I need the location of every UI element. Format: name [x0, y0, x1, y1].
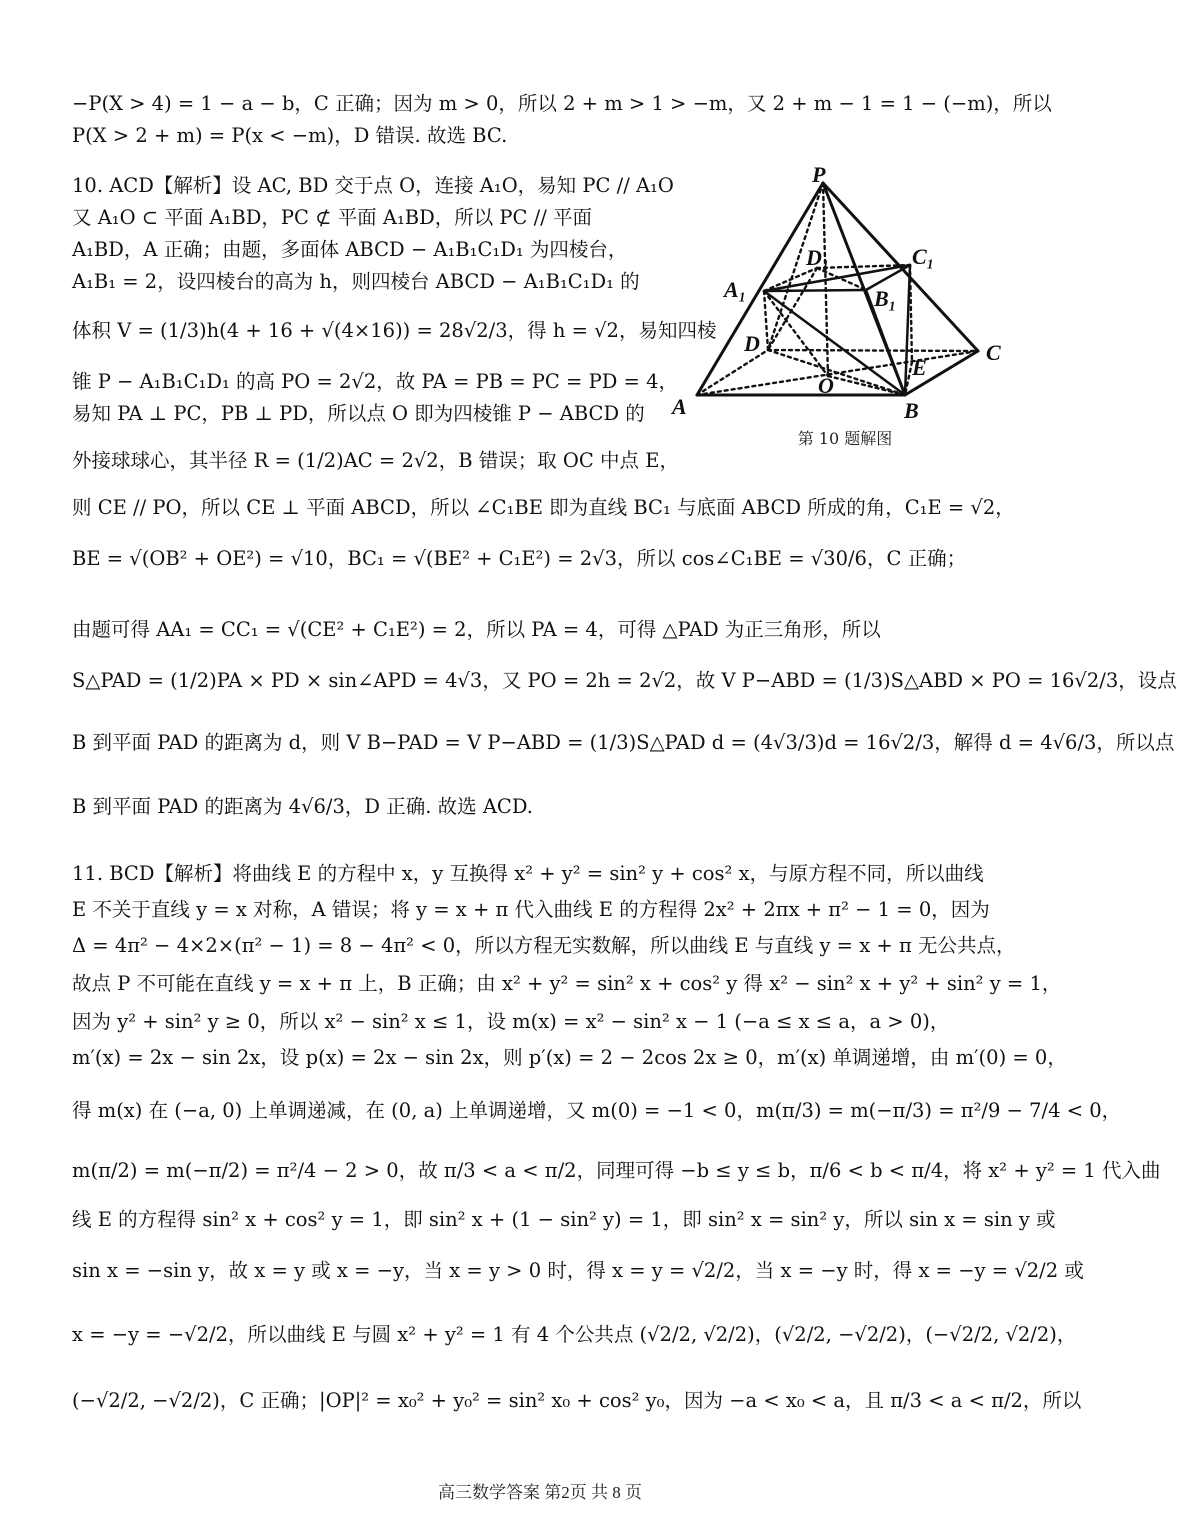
label-O: O: [818, 373, 834, 398]
text-line-16: B 到平面 PAD 的距离为 4√6/3，D 正确. 故选 ACD.: [72, 795, 533, 818]
text-line-11: 则 CE // PO，所以 CE ⊥ 平面 ABCD，所以 ∠C₁BE 即为直线 BC₁ 与底面 ABCD 所成的角，C₁E = √2，: [72, 496, 1015, 519]
text-line-22: m′(x) = 2x − sin 2x，设 p(x) = 2x − sin 2x，则 p′(x) = 2 − 2cos 2x ≥ 0，m′(x) 单调递增，由 m′(0) = 0，: [72, 1046, 1067, 1069]
label-B: B: [904, 398, 919, 423]
text-line-7: 体积 V = (1/3)h(4 + 16 + √(4×16)) = 28√2/3，得 h = √2，易知四棱: [72, 319, 717, 342]
label-D: D: [744, 331, 760, 356]
text-line-27: x = −y = −√2/2，所以曲线 E 与圆 x² + y² = 1 有 4 个公共点 (√2/2, √2/2)，(√2/2, −√2/2)，(−√2/2, √2/2)，: [72, 1323, 1077, 1346]
text-line-2: P(X > 2 + m) = P(x < −m)，D 错误. 故选 BC.: [72, 124, 508, 147]
text-line-10: 外接球球心，其半径 R = (1/2)AC = 2√2，B 错误；取 OC 中点 E，: [72, 449, 679, 472]
text-line-9: 易知 PA ⊥ PC，PB ⊥ PD，所以点 O 即为四棱锥 P − ABCD 的: [72, 402, 645, 425]
text-line-8: 锥 P − A₁B₁C₁D₁ 的高 PO = 2√2，故 PA = PB = PC = PD = 4，: [72, 370, 678, 393]
label-A1: A₁: [724, 277, 747, 302]
text-line-17: 11. BCD【解析】将曲线 E 的方程中 x，y 互换得 x² + y² = sin² y + cos² x，与原方程不同，所以曲线: [72, 862, 984, 885]
label-P: P: [812, 162, 826, 187]
text-line-24: m(π/2) = m(−π/2) = π²/4 − 2 > 0，故 π/3 < a < π/2，同理可得 −b ≤ y ≤ b，π/6 < b < π/4，将 x² + y² = 1 代入曲: [72, 1159, 1161, 1182]
text-line-26: sin x = −sin y，故 x = y 或 x = −y，当 x = y > 0 时，得 x = y = √2/2，当 x = −y 时，得 x = −y = √2/2 或: [72, 1259, 1084, 1282]
text-line-14: S△PAD = (1/2)PA × PD × sin∠APD = 4√3，又 PO = 2h = 2√2，故 V P−ABD = (1/3)S△ABD × PO = 16√2/3，设点: [72, 669, 1177, 692]
page-footer: 高三数学答案 第2页 共 8 页: [438, 1483, 642, 1502]
text-line-15: B 到平面 PAD 的距离为 d，则 V B−PAD = V P−ABD = (1/3)S△PAD d = (4√3/3)d = 16√2/3，解得 d = 4√6/3，所以点: [72, 731, 1175, 754]
text-line-18: E 不关于直线 y = x 对称，A 错误；将 y = x + π 代入曲线 E 的方程得 2x² + 2πx + π² − 1 = 0，因为: [72, 898, 990, 921]
label-E: E: [912, 355, 927, 380]
label-A: A: [672, 394, 687, 419]
text-line-1: −P(X > 4) = 1 − a − b，C 正确；因为 m > 0，所以 2 + m > 1 > −m，又 2 + m − 1 = 1 − (−m)，所以: [72, 92, 1052, 115]
label-C1: C₁: [912, 244, 935, 269]
text-line-12: BE = √(OB² + OE²) = √10，BC₁ = √(BE² + C₁E²) = 2√3，所以 cos∠C₁BE = √30/6，C 正确；: [72, 547, 967, 570]
text-line-5: A₁BD，A 正确；由题，多面体 ABCD − A₁B₁C₁D₁ 为四棱台，: [72, 238, 628, 261]
text-line-13: 由题可得 AA₁ = CC₁ = √(CE² + C₁E²) = 2，所以 PA = 4，可得 △PAD 为正三角形，所以: [72, 618, 881, 641]
text-line-19: Δ = 4π² − 4×2×(π² − 1) = 8 − 4π² < 0，所以方程无实数解，所以曲线 E 与直线 y = x + π 无公共点，: [72, 934, 1016, 957]
label-B1: B₁: [874, 286, 897, 311]
text-line-3: 10. ACD【解析】设 AC, BD 交于点 O，连接 A₁O，易知 PC // A₁O: [72, 174, 674, 197]
figure-caption: 第 10 题解图: [797, 429, 893, 448]
text-line-25: 线 E 的方程得 sin² x + cos² y = 1，即 sin² x + (1 − sin² y) = 1，即 sin² x = sin² y，所以 sin x = sin y 或: [72, 1208, 1056, 1231]
text-line-23: 得 m(x) 在 (−a, 0) 上单调递减，在 (0, a) 上单调递增，又 m(0) = −1 < 0，m(π/3) = m(−π/3) = π²/9 − 7/4 < 0，: [72, 1099, 1122, 1122]
text-line-4: 又 A₁O ⊂ 平面 A₁BD，PC ⊄ 平面 A₁BD，所以 PC // 平面: [72, 206, 592, 229]
label-C: C: [986, 340, 1001, 365]
text-line-28: (−√2/2, −√2/2)，C 正确；|OP|² = x₀² + y₀² = sin² x₀ + cos² y₀，因为 −a < x₀ < a，且 π/3 < a < π/2，所以: [72, 1389, 1082, 1412]
label-D1: D₁: [806, 245, 830, 270]
text-line-6: A₁B₁ = 2，设四棱台的高为 h，则四棱台 ABCD − A₁B₁C₁D₁ 的: [72, 270, 640, 293]
frustum-diagram: [668, 160, 1020, 450]
text-line-20: 故点 P 不可能在直线 y = x + π 上，B 正确；由 x² + y² = sin² x + cos² y 得 x² − sin² x + y² + sin² y = 1，: [72, 972, 1062, 995]
text-line-21: 因为 y² + sin² y ≥ 0，所以 x² − sin² x ≤ 1，设 m(x) = x² − sin² x − 1 (−a ≤ x ≤ a，a > 0)，: [72, 1010, 950, 1033]
